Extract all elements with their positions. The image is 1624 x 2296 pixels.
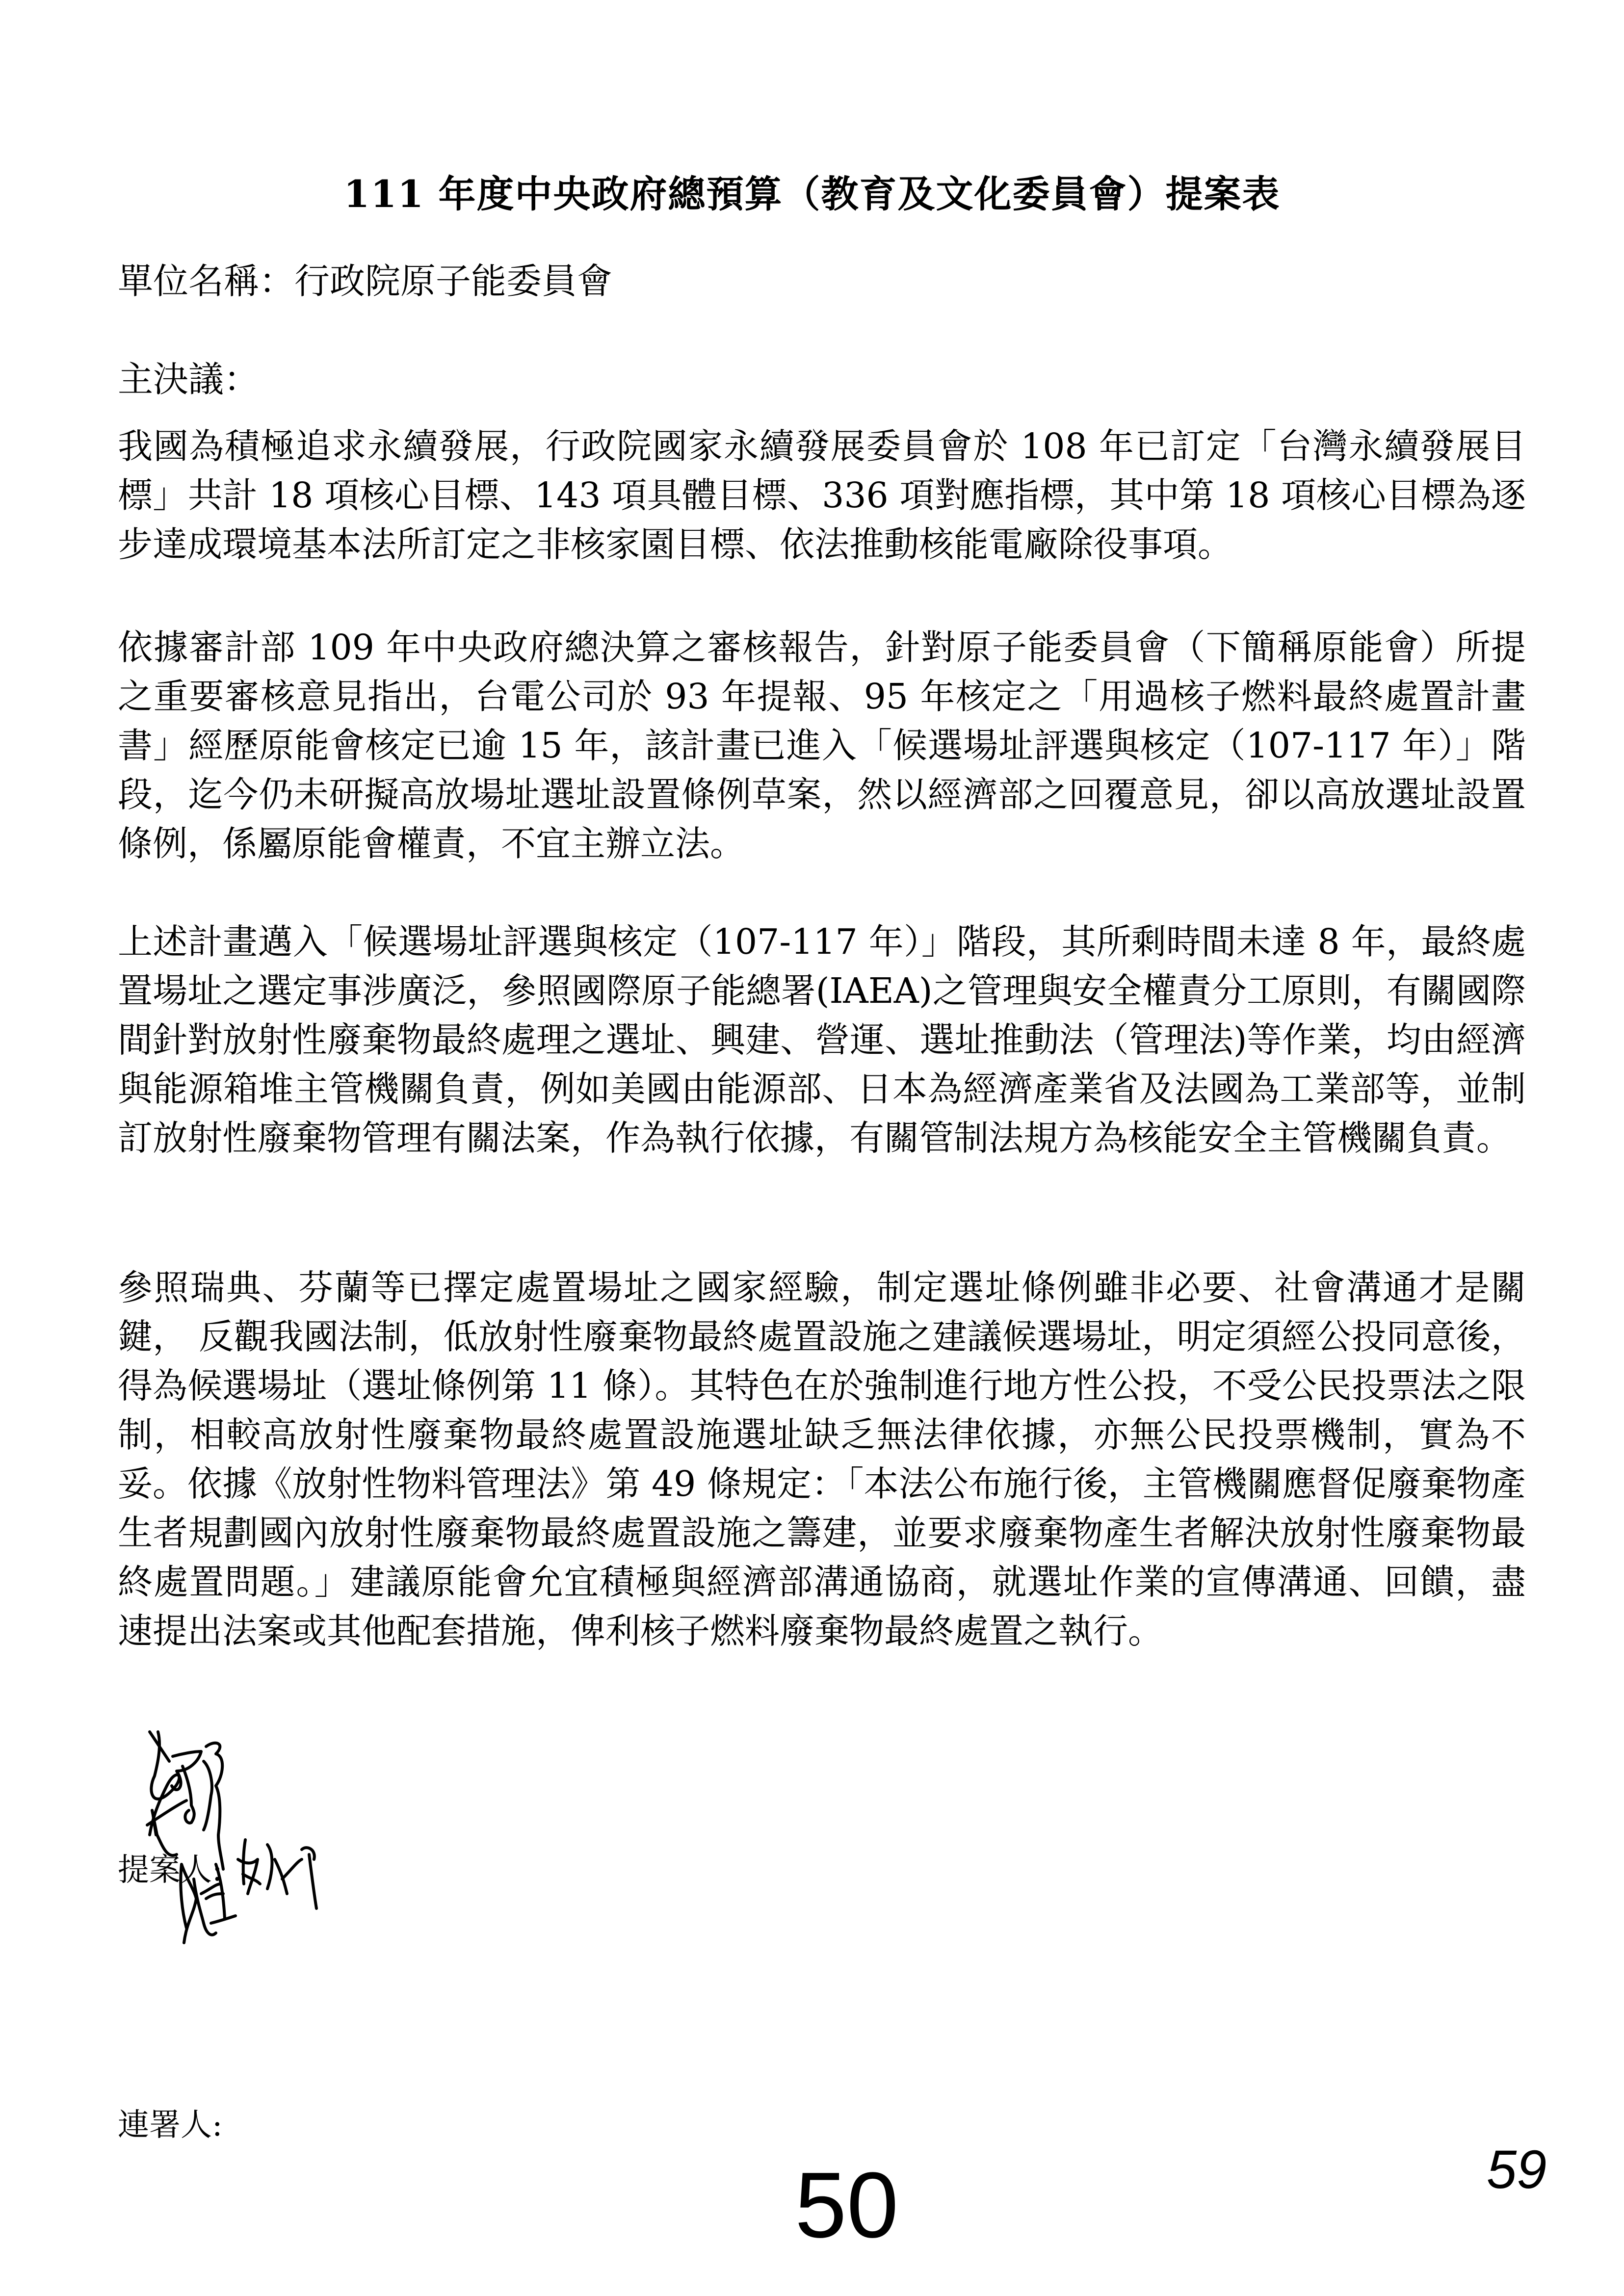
- document-title: 111 年度中央政府總預算（教育及文化委員會）提案表: [343, 172, 1281, 216]
- handwritten-number-text: 50: [795, 2153, 899, 2257]
- resolution-label: 主決議：: [118, 359, 260, 400]
- proposer-label: 提案人:: [118, 1852, 223, 1888]
- cosigner-label: 連署人:: [118, 2107, 223, 2143]
- page-number: [1482, 2124, 1560, 2198]
- unit-label: 單位名稱：: [118, 261, 295, 302]
- unit-name: 行政院原子能委員會: [294, 261, 613, 302]
- paragraph-1: 我國為積極追求永續發展，行政院國家永續發展委員會於 108 年已訂定「台灣永續發展目標」共計 18 項核心目標、143 項具體目標、336 項對應指標，其中第 18 項核心目標為逐步達成環境基本法所訂定之非核家園目標、依法推動核能電廠除役事項。: [118, 426, 1526, 565]
- page-number-text: 59: [1487, 2139, 1547, 2200]
- paragraph-2: 依據審計部 109 年中央政府總決算之審核報告，針對原子能委員會（下簡稱原能會）所提之重要審核意見指出，台電公司於 93 年提報、95 年核定之「用過核子燃料最終處置計畫書」經歷原能會核定已逾 15 年，該計畫已進入「候選場址評選與核定（107-117 年）」階段，迄今仍未研擬高放場址選址設置條例草案，然以經濟部之回覆意見，卻以高放選址設置條例，係屬原能會權責，不宜主辦立法。: [118, 627, 1526, 864]
- paragraph-4: 參照瑞典、芬蘭等已擇定處置場址之國家經驗，制定選址條例雖非必要、社會溝通才是關鍵， 反觀我國法制，低放射性廢棄物最終處置設施之建議候選場址，明定須經公投同意後，得為候選場址（選址條例第 11 條）。其特色在於強制進行地方性公投，不受公民投票法之限制，相較高放射性廢棄物最終處置設施選址缺乏無法律依據，亦無公民投票機制，實為不妥。依據《放射性物料管理法》第 49 條規定：「本法公布施行後，主管機關應督促廢棄物產生者規劃國內放射性廢棄物最終處置設施之籌建，並要求廢棄物產生者解決放射性廢棄物最終處置問題。」建議原能會允宜積極與經濟部溝通協商，就選址作業的宣傳溝通、回饋，盡速提出法案或其他配套措施，俾利核子燃料廢棄物最終處置之執行。: [118, 1267, 1526, 1651]
- paragraph-3: 上述計畫邁入「候選場址評選與核定（107-117 年）」階段，其所剩時間未達 8 年，最終處置場址之選定事涉廣泛，參照國際原子能總署(IAEA)之管理與安全權責分工原則，有關國際間針對放射性廢棄物最終處理之選址、興建、營運、選址推動法（管理法)等作業，均由經濟與能源箱堆主管機關負責，例如美國由能源部、日本為經濟產業省及法國為工業部等，並制訂放射性廢棄物管理有關法案，作為執行依據，有關管制法規方為核能安全主管機關負責。: [118, 921, 1526, 1158]
